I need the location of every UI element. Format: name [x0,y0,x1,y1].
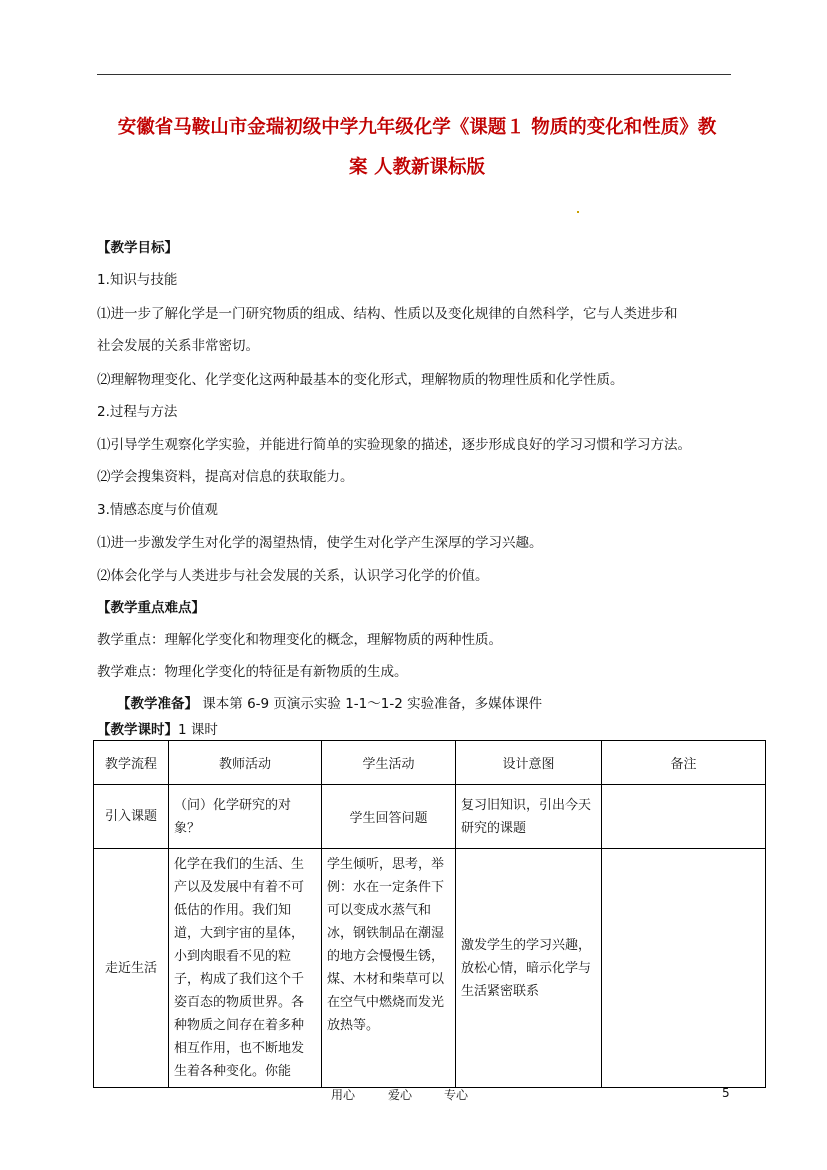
prep-label: 【教学准备】 [117,696,198,712]
prep-line [117,692,542,712]
goals-section2-item2: ⑵学会搜集资料，提高对信息的获取能力。 [97,469,354,485]
focus-key-point: 教学重点：理解化学变化和物理变化的概念，理解物质的两种性质。 [97,632,502,648]
focus-difficulty: 教学难点：物理化学变化的特征是有新物质的生成。 [97,664,408,680]
hours-label: 【教学课时】 [97,722,178,738]
hours-line [97,718,218,738]
goals-heading: 【教学目标】 [97,240,178,256]
goals-section1-item2: ⑵理解物理变化、化学变化这两种最基本的变化形式，理解物质的物理性质和化学性质。 [97,372,624,388]
row2-note [602,849,766,1088]
goals-section1-item1-b: 社会发展的关系非常密切。 [97,338,259,354]
focus-heading: 【教学重点难点】 [97,600,205,616]
row1-teacher: （问）化学研究的对象？ [169,785,322,849]
row2-teacher: 化学在我们的生活、生产以及发展中有着不可低估的作用。我们知道，大到宇宙的星体，小到肉眼看不见的粒子，构成了我们这个千姿百态的物质世界。各种物质之间存在着多种相互作用，也不断地发生着各种变化。你能 [169,849,322,1088]
footer-motto-3: 专心 [444,1088,469,1102]
row2-student: 学生倾听，思考，举例：水在一定条件下可以变成水蒸气和冰，钢铁制品在潮湿的地方会慢慢生锈，煤、木材和柴草可以在空气中燃烧而发光放热等。 [322,849,456,1088]
goals-section3-heading: 3.情感态度与价值观 [97,502,218,518]
row1-intent: 复习旧知识，引出今天研究的课题 [456,785,602,849]
doc-title-line1: 安徽省马鞍山市金瑞初级中学九年级化学《课题１ 物质的变化和性质》教 [117,117,717,138]
goals-section1-heading: 1.知识与技能 [97,272,178,288]
goals-section1-item1-a: ⑴进一步了解化学是一门研究物质的组成、结构、性质以及变化规律的自然科学，它与人类进步和 [97,306,678,322]
table-row [94,849,766,1088]
goals-section3-item1: ⑴进一步激发学生对化学的渴望热情，使学生对化学产生深厚的学习兴趣。 [97,535,543,551]
goals-section3-item2: ⑵体会化学与人类进步与社会发展的关系，认识学习化学的价值。 [97,568,489,584]
lesson-plan-table [93,740,766,1088]
row1-student: 学生回答问题 [322,785,456,849]
doc-title-line2: 案 人教新课标版 [349,157,485,178]
row2-flow: 走近生活 [94,849,169,1088]
hours-text: 1 课时 [178,722,218,738]
table-header-row [94,741,766,785]
prep-text: 课本第 6-9 页演示实验 1-1～1-2 实验准备，多媒体课件 [202,696,543,712]
header-teacher: 教师活动 [169,741,322,785]
row1-note [602,785,766,849]
header-note: 备注 [602,741,766,785]
header-flow: 教学流程 [94,741,169,785]
footer-motto-2: 爱心 [388,1088,413,1102]
goals-section2-item1: ⑴引导学生观察化学实验，并能进行简单的实验现象的描述，逐步形成良好的学习习惯和学习方法。 [97,437,691,453]
row2-intent: 激发学生的学习兴趣，放松心情，暗示化学与生活紧密联系 [456,849,602,1088]
decorative-dot [577,211,579,213]
header-student: 学生活动 [322,741,456,785]
row1-flow: 引入课题 [94,785,169,849]
table-row [94,785,766,849]
page-number: 5 [722,1086,730,1100]
header-rule [97,74,731,75]
footer-motto-1: 用心 [331,1088,356,1102]
header-intent: 设计意图 [456,741,602,785]
goals-section2-heading: 2.过程与方法 [97,404,178,420]
